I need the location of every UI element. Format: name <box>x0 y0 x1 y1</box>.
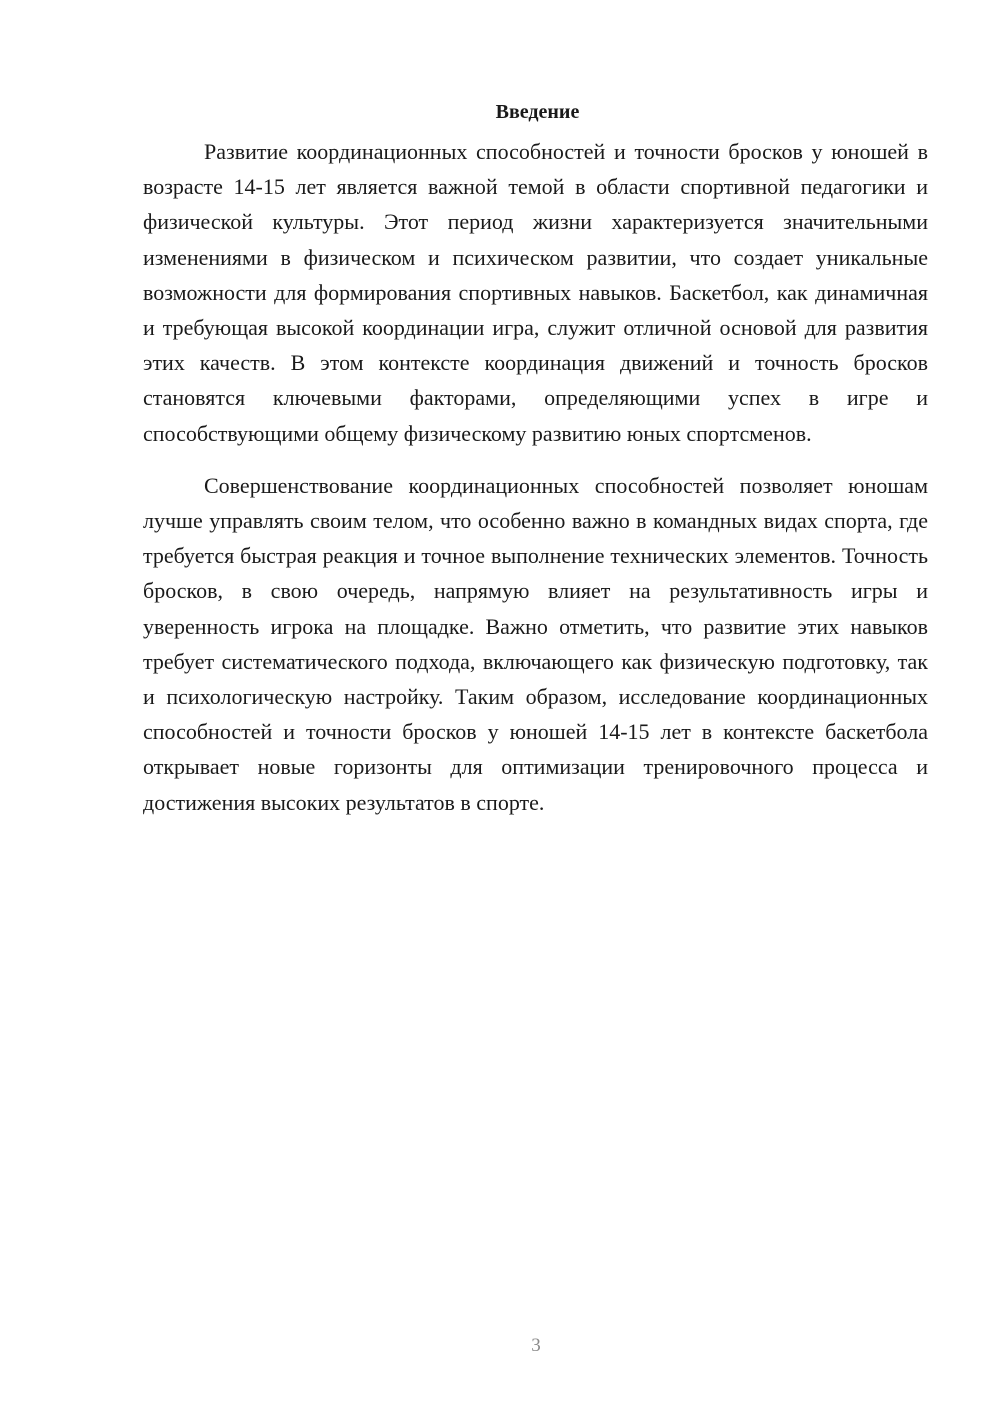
paragraph-2: Совершенствование координационных способностей позволяет юношам лучше управлять своим телом, что особенно важно в командных видах спорта, где требуется быстрая реакция и точное выполнение технических элементов. Точность бросков, в свою очередь, напрямую влияет на результативность игры и уверенность игрока на площадке. Важно отметить, что развитие этих навыков требует систематического подхода, включающего как физическую подготовку, так и психологическую настройку. Таким образом, исследование координационных способностей и точности бросков у юношей 14-15 лет в контексте баскетбола открывает новые горизонты для оптимизации тренировочного процесса и достижения высоких результатов в спорте. <box>143 472 928 815</box>
page-content <box>143 94 928 820</box>
paragraph-1: Развитие координационных способностей и точности бросков у юношей в возрасте 14-15 лет является важной темой в области спортивной педагогики и физической культуры. Этот период жизни характеризуется значительными изменениями в физическом и психическом развитии, что создает уникальные возможности для формирования спортивных навыков. Баскетбол, как динамичная и требующая высокой координации игра, служит отличной основой для развития этих качеств. В этом контексте координация движений и точность бросков становятся ключевыми факторами, определяющими успех в игре и способствующими общему физическому развитию юных спортсменов. <box>143 139 928 446</box>
section-heading: Введение <box>495 101 580 123</box>
page-number: 3 <box>531 1335 541 1356</box>
